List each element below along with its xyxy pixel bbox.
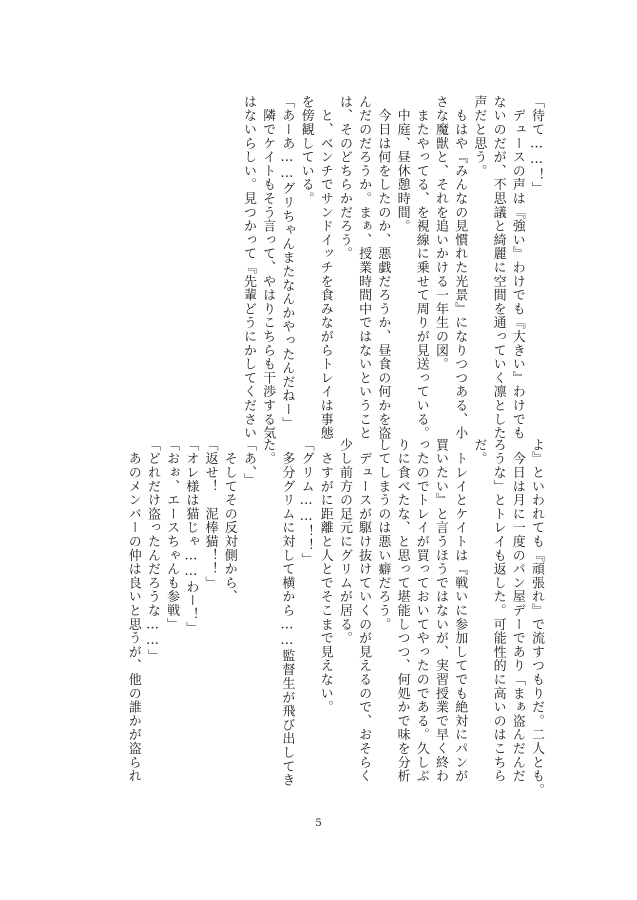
text-line: 「おぉ、エースちゃんも参戦」 bbox=[164, 438, 180, 632]
text-line: 隣でケイトもそう言って、やはりこちらも干渉する気 bbox=[260, 95, 276, 440]
text-line: んだのだろうか。まぁ、授業時間中ではないということ bbox=[356, 95, 372, 440]
text-line: あのメンバーの仲は良いと思うが、他の誰かが盗られ bbox=[125, 438, 141, 783]
text-line: 「待て……！」 bbox=[529, 95, 544, 196]
text-line: デュースが駆け抜けていくのが見えるので、おそらく bbox=[356, 438, 372, 783]
text-line: だ。 bbox=[471, 438, 487, 466]
text-line: 「あーあ……グリちゃんまたなんかやったんだねー」 bbox=[279, 95, 295, 431]
text-line: トレイとケイトは『戦いに参加してでも絶対にパンが bbox=[452, 438, 468, 783]
text-line: 買いたい』と言うほうではないが、実習授業で早く終わ bbox=[432, 438, 448, 783]
text-line: ったのでトレイが買っておいてやったのである。久しぶ bbox=[413, 438, 429, 783]
upper-text-block bbox=[239, 95, 546, 440]
text-line: 中庭、昼休憩時間。 bbox=[394, 95, 410, 233]
text-line: た。 bbox=[260, 438, 276, 466]
text-line: と、ベンチでサンドイッチを食みながらトレイは事態 bbox=[317, 95, 333, 440]
text-line: 今日は月に一度のパン屋デーであり「まぁ盗んだんだ bbox=[509, 438, 525, 783]
text-line: ないのだが、不思議と綺麗に空間を通っていく凛とした bbox=[490, 95, 506, 440]
text-line: さすがに距離と人とでそこまで見えない。 bbox=[317, 438, 333, 714]
text-line: は、そのどちらかだろう。 bbox=[336, 95, 352, 261]
text-line: 「オレ様は猫じゃ……わー！」 bbox=[183, 438, 199, 636]
text-line: 声だと思う。 bbox=[471, 95, 487, 178]
text-line: よ』といわれても『頑張れ』で流すつもりだ。二人とも。 bbox=[529, 438, 544, 797]
text-line: 多分グリムに対して横から……監督生が飛び出してき bbox=[279, 438, 295, 787]
text-line: りに食べたな、と思って堪能しつつ、何処かで味を分析 bbox=[394, 438, 410, 783]
text-line: デュースの声は『強い』わけでも『大きい』わけでも bbox=[509, 95, 525, 440]
text-line: もはや『みんなの見慣れた光景』になりつつある、小 bbox=[452, 95, 468, 440]
page-number: 5 bbox=[315, 818, 322, 829]
text-line: そしてその反対側から、 bbox=[221, 438, 237, 604]
text-line: 「どれだけ盗ったんだろうな……」 bbox=[144, 438, 160, 663]
text-line: を傍観している。 bbox=[298, 95, 314, 206]
text-line: はないらしい。見つかって『先輩どうにかしてください bbox=[240, 95, 256, 440]
text-line: 「グリム……！！」 bbox=[298, 438, 314, 567]
text-line: さな魔獣と、それを追いかける一年生の図。 bbox=[432, 95, 448, 371]
text-line: 「返せ！ 泥棒猫！！」 bbox=[202, 438, 218, 590]
text-line: またやってる、を視線に乗せて周りが見送っている。 bbox=[413, 95, 429, 440]
text-line: 「あ、」 bbox=[240, 438, 256, 487]
text-line: してしまうのは悪い癖だろう。 bbox=[375, 438, 391, 632]
text-line: 少し前方の足元にグリムが居る。 bbox=[336, 438, 352, 645]
text-line: 今日は何をしたのか、悪戯だろうか、昼食の何かを盗 bbox=[375, 95, 391, 440]
text-line: ろうな」とトレイも返した。可能性的に高いのはこちら bbox=[490, 438, 506, 783]
lower-text-block bbox=[124, 438, 546, 797]
